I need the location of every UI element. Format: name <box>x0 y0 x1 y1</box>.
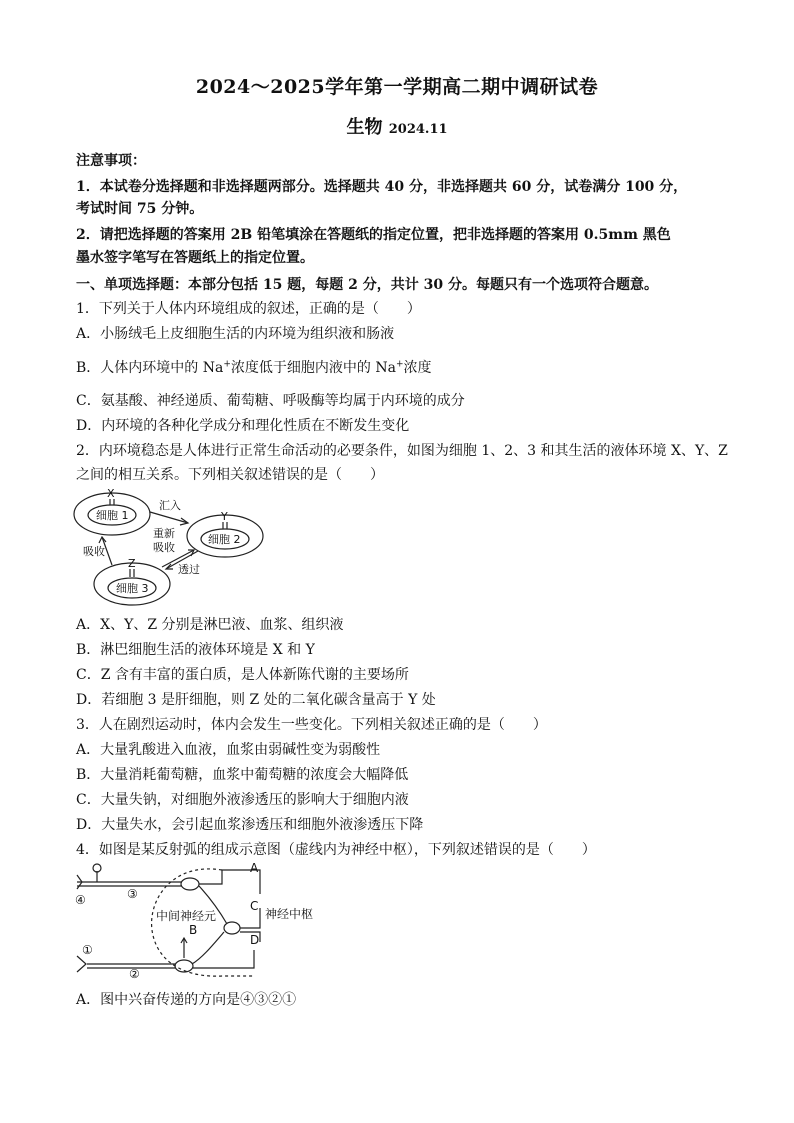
label-cell2: 细胞 2 <box>208 533 241 546</box>
label-xishou: 吸收 <box>153 541 175 554</box>
label-chongxin: 重新 <box>153 527 175 540</box>
q1-option-c: C．氨基酸、神经递质、葡萄糖、呼吸酶等均属于内环境的成分 <box>76 393 465 409</box>
q1-b-sup1: + <box>223 359 231 370</box>
subject-line <box>0 113 794 139</box>
q2-stem-2: 之间的相互关系。下列相关叙述错误的是（ ） <box>76 467 384 483</box>
label-c: C <box>250 899 259 913</box>
exam-title: 2024～2025学年第一学期高二期中调研试卷 <box>195 76 599 98</box>
q1-stem: 1．下列关于人体内环境组成的叙述，正确的是（ ） <box>76 301 421 317</box>
q1-b-post: 浓度 <box>403 360 432 376</box>
label-center: 神经中枢 <box>265 907 314 921</box>
notice-line-3: 2．请把选择题的答案用 2B 铅笔填涂在答题纸的指定位置，把非选择题的答案用 0.5mm 黑色 <box>76 227 671 243</box>
q1-option-d: D．内环境的各种化学成分和理化性质在不断发生变化 <box>76 418 410 434</box>
label-z: Z <box>128 557 136 570</box>
q1-b-pre: B．人体内环境中的 Na <box>76 360 224 376</box>
label-2: ② <box>129 967 140 981</box>
q3-option-a: A．大量乳酸进入血液，血浆由弱碱性变为弱酸性 <box>76 742 381 758</box>
q1-option-a: A．小肠绒毛上皮细胞生活的内环境为组织液和肠液 <box>76 326 395 342</box>
q2-option-d: D．若细胞 3 是肝细胞，则 Z 处的二氧化碳含量高于 Y 处 <box>76 692 436 708</box>
q3-stem: 3．人在剧烈运动时，体内会发生一些变化。下列相关叙述正确的是（ ） <box>76 717 547 733</box>
section-one-heading: 一、单项选择题：本部分包括 15 题，每题 2 分，共计 30 分。每题只有一个选项符合题意。 <box>76 277 658 293</box>
label-y: Y <box>221 510 228 523</box>
q2-option-b: B．淋巴细胞生活的液体环境是 X 和 Y <box>76 642 315 658</box>
q2-figure <box>70 487 265 607</box>
q2-option-a: A．X、Y、Z 分别是淋巴液、血浆、组织液 <box>76 617 344 633</box>
label-a: A <box>250 861 259 875</box>
q4-stem: 4．如图是某反射弧的组成示意图（虚线内为神经中枢），下列叙述错误的是（ ） <box>76 842 596 858</box>
interneuron-cell <box>224 922 240 934</box>
notice-line-1: 1．本试卷分选择题和非选择题两部分。选择题共 40 分，非选择题共 60 分，试卷满分 100 分， <box>76 179 688 195</box>
label-x: X <box>107 487 115 500</box>
q3-option-b: B．大量消耗葡萄糖，血浆中葡萄糖的浓度会大幅降低 <box>76 767 409 783</box>
arrow-huiru <box>150 512 188 523</box>
label-4: ④ <box>75 893 86 907</box>
q1-b-sup2: + <box>395 359 404 370</box>
exam-date: 2024.11 <box>388 122 448 137</box>
notice-line-2: 考试时间 75 分钟。 <box>76 201 204 217</box>
q1-option-b <box>76 357 431 377</box>
label-1: ① <box>82 943 93 957</box>
subject: 生物 <box>346 117 383 138</box>
label-cell1: 细胞 1 <box>96 509 129 522</box>
label-3: ③ <box>127 887 138 901</box>
q2-option-c: C．Z 含有丰富的蛋白质，是人体新陈代谢的主要场所 <box>76 667 409 683</box>
label-huiru: 汇入 <box>159 499 181 512</box>
label-xishou-left: 吸收 <box>83 545 105 558</box>
q3-option-d: D．大量失水，会引起血浆渗透压和细胞外液渗透压下降 <box>76 817 424 833</box>
q2-stem-1: 2．内环境稳态是人体进行正常生命活动的必要条件，如图为细胞 1、2、3 和其生活的液体环境 X、Y、Z <box>76 443 728 459</box>
label-b: B <box>189 923 198 937</box>
q3-option-c: C．大量失钠，对细胞外液渗透压的影响大于细胞内液 <box>76 792 409 808</box>
q1-b-mid: 浓度低于细胞内液中的 Na <box>230 360 396 376</box>
label-cell3: 细胞 3 <box>116 582 149 595</box>
notice-line-4: 墨水签字笔写在答题纸上的指定位置。 <box>76 250 314 266</box>
label-interneuron: 中间神经元 <box>156 909 217 923</box>
label-touguo: 透过 <box>178 563 200 576</box>
q4-figure <box>72 860 327 982</box>
notice-heading: 注意事项： <box>76 153 146 169</box>
label-d: D <box>250 933 260 947</box>
q4-option-a: A．图中兴奋传递的方向是④③②① <box>76 992 297 1008</box>
